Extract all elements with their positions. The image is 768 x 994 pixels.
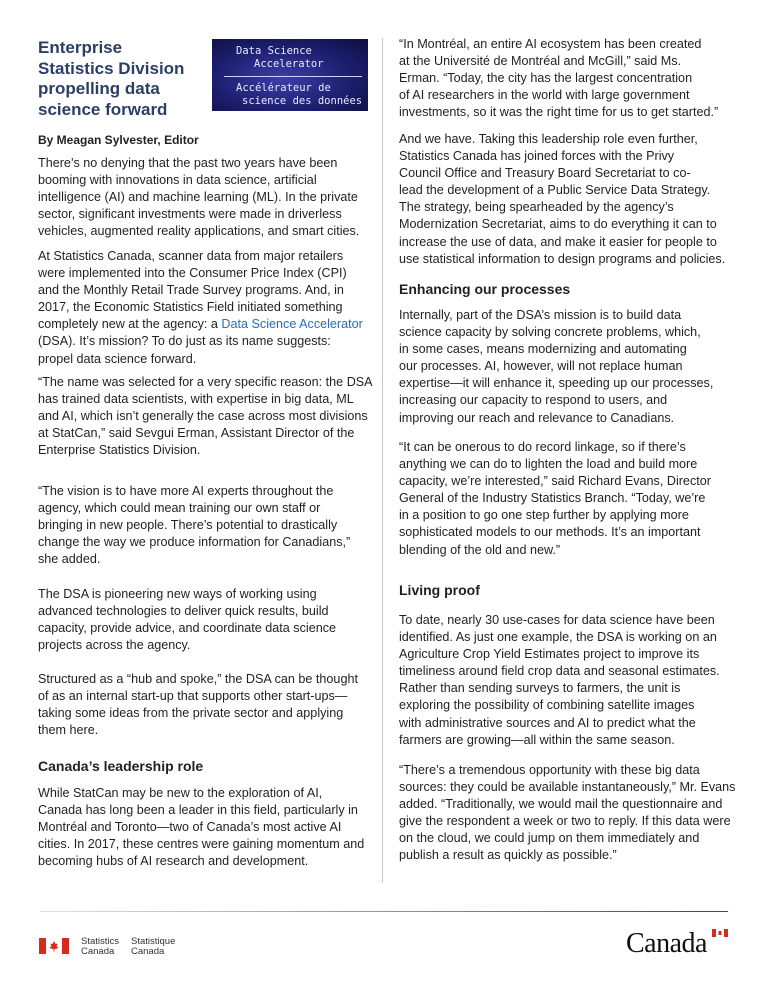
- text-line: Modernization Secretariat, aims to do everything it can to: [399, 217, 717, 232]
- text-line: sophisticated models to our methods. It’s an important: [399, 525, 701, 540]
- footer-text: Canada: [131, 946, 165, 957]
- text-line: “The vision is to have more AI experts throughout the: [38, 484, 334, 498]
- text-line: in some cases, means modernizing and automating: [399, 342, 687, 357]
- paragraph: [399, 612, 734, 749]
- banner-divider: [224, 76, 362, 77]
- text-line: has trained data scientists, with expertise in big data, ML: [38, 392, 354, 407]
- text-line: blending of the old and new.”: [399, 542, 561, 557]
- statistique-canada-fr: [131, 937, 175, 957]
- text-line: Canada has long been a leader in this field, particularly in: [38, 803, 358, 818]
- paragraph: [399, 36, 734, 121]
- text-line: farmers are growing—all within the same season.: [399, 732, 675, 747]
- text-line: vehicles, augmented reality applications, and smart cities.: [38, 224, 360, 239]
- text-line: with administrative sources and AI to predict what the: [399, 715, 696, 730]
- text-line: “In Montréal, an entire AI ecosystem has been created: [399, 37, 702, 51]
- text-line: of AI researchers in the world with large government: [399, 88, 690, 103]
- text-line: were implemented into the Consumer Price Index (CPI): [38, 266, 347, 281]
- text-line: propel data science forward.: [38, 351, 197, 366]
- paragraph: [38, 483, 373, 568]
- text-line: capacity, we’re interested,” said Richard Evans, Director: [399, 474, 711, 489]
- paragraph: [38, 248, 373, 368]
- statistics-canada-en: [81, 937, 119, 957]
- footer-text: Canada: [81, 946, 115, 957]
- paragraph: [38, 374, 373, 459]
- banner-text: Data Science: [236, 45, 312, 57]
- text-line: added. “Traditionally, we would mail the questionnaire and: [399, 797, 723, 812]
- text-line: becoming hubs of AI research and development.: [38, 854, 309, 869]
- text-line: capacity, provide advice, and coordinate data science: [38, 621, 337, 636]
- text-line: bringing in new people. There’s potential to drastically: [38, 518, 338, 533]
- text-line: investments, so it was the right time for us to get started.”: [399, 105, 719, 120]
- dsa-banner-image: [212, 39, 368, 111]
- heading-leadership: Canada’s leadership role: [38, 758, 204, 774]
- text-line: 2017, the Economic Statistics Field initiated something: [38, 300, 343, 315]
- text-line: advanced technologies to deliver quick results, build: [38, 604, 329, 619]
- text-line: Erman. “Today, the city has the largest concentration: [399, 71, 693, 86]
- text-line: publish a result as quickly as possible.”: [399, 848, 617, 863]
- text-line: The DSA is pioneering new ways of working using: [38, 587, 317, 601]
- text-line: at StatCan,” said Sevgui Erman, Assistant Director of the: [38, 426, 355, 441]
- footer-text: Statistics: [81, 936, 120, 947]
- text-line: Structured as a “hub and spoke,” the DSA can be thought: [38, 672, 358, 686]
- dsa-link[interactable]: Data Science Accelerator: [221, 317, 363, 332]
- title-line: Enterprise: [38, 38, 123, 57]
- text-line: Statistics Canada has joined forces with the Privy: [399, 149, 675, 164]
- text-line: intelligence (AI) and machine learning (ML). In the private: [38, 190, 358, 205]
- text-line: and the Monthly Retail Trade Survey programs. And, in: [38, 283, 344, 298]
- banner-text: Accelerator: [254, 58, 324, 70]
- banner-text: science des données: [242, 95, 363, 107]
- text-line: There’s no denying that the past two years have been: [38, 156, 338, 170]
- text-line: improving our reach and relevance to Canadians.: [399, 410, 675, 425]
- text-line: on the cloud, we could jump on them immediately and: [399, 831, 700, 846]
- text-line: exploring the possibility of combining satellite images: [399, 698, 695, 713]
- text-line: expertise—it will enhance it, speeding up our processes,: [399, 376, 714, 391]
- paragraph: [38, 155, 373, 240]
- banner-text: Accélérateur de: [236, 82, 331, 94]
- text-line: lead the development of a Public Service Data Strategy.: [399, 183, 711, 198]
- text-line: booming with innovations in data science, artificial: [38, 173, 317, 188]
- text-line: Enterprise Statistics Division.: [38, 443, 201, 458]
- text-line: increase the use of data, and make it easier for people to: [399, 234, 717, 249]
- text-line: General of the Industry Statistics Branch. “Today, we’re: [399, 491, 706, 506]
- text-line: sources: they could be available instantaneously,” Mr. Evans: [399, 780, 736, 795]
- text-line: at the Université de Montréal and McGill,” said Ms.: [399, 54, 682, 69]
- text-line: At Statistics Canada, scanner data from major retailers: [38, 249, 344, 263]
- text-line: And we have. Taking this leadership role even further,: [399, 132, 698, 146]
- heading-processes: Enhancing our processes: [399, 281, 571, 297]
- title-line: Statistics Division: [38, 58, 185, 78]
- byline: By Meagan Sylvester, Editor: [38, 133, 199, 147]
- text-line: Montréal and Toronto—two of Canada’s most active AI: [38, 820, 342, 835]
- text-line: “The name was selected for a very specific reason: the DSA: [38, 375, 373, 389]
- text-line: The strategy, being spearheaded by the agency’s: [399, 200, 674, 215]
- text-line: anything we can do to lighten the load and build more: [399, 457, 698, 472]
- text-line: cities. In 2017, these centres were gaining momentum and: [38, 837, 365, 852]
- text-line: change the way we produce information for Canadians,”: [38, 535, 351, 550]
- text-line: science capacity by solving concrete problems, which,: [399, 325, 701, 340]
- text-line: our processes. AI, however, will not replace human: [399, 359, 683, 374]
- text-line: identified. As just one example, the DSA is working on an: [399, 630, 717, 645]
- paragraph: [399, 307, 734, 427]
- canada-wordmark: Canada: [626, 928, 707, 959]
- text-line: and AI, which isn’t generally the case across most divisions: [38, 409, 368, 424]
- footer-divider: [40, 911, 728, 912]
- column-divider: [382, 38, 383, 883]
- text-line: While StatCan may be new to the exploration of AI,: [38, 786, 323, 800]
- paragraph: [399, 439, 734, 559]
- text-line: in a position to go one step further by applying more: [399, 508, 689, 523]
- text-line: “It can be onerous to do record linkage, so if there’s: [399, 440, 686, 454]
- text-line: she added.: [38, 552, 101, 567]
- article-title: [38, 38, 184, 120]
- text-line: use statistical information to design programs and policies.: [399, 251, 726, 266]
- text-line: Agriculture Crop Yield Estimates project to improve its: [399, 647, 700, 662]
- paragraph: [399, 131, 734, 268]
- text-line: To date, nearly 30 use-cases for data science have been: [399, 613, 715, 627]
- text-line: Internally, part of the DSA’s mission is to build data: [399, 308, 682, 322]
- title-line: propelling data: [38, 79, 160, 98]
- text-line: Rather than sending surveys to farmers, the unit is: [399, 681, 681, 696]
- text-line: of as an internal start-up that supports other start-ups—: [38, 689, 348, 704]
- text-line: projects across the agency.: [38, 638, 191, 653]
- text-line: Council Office and Treasury Board Secretariat to co-: [399, 166, 691, 181]
- canada-wordmark-flag-icon: [712, 929, 728, 937]
- text-line: [38, 316, 373, 333]
- paragraph: [399, 762, 734, 865]
- heading-living-proof: Living proof: [399, 582, 480, 598]
- text-line: (DSA). It’s mission? To do just as its name suggests:: [38, 334, 331, 349]
- footer-text: Statistique: [131, 936, 176, 947]
- text-line: taking some ideas from the private sector and applying: [38, 706, 344, 721]
- text-line: “There’s a tremendous opportunity with these big data: [399, 763, 700, 777]
- text-line: give the respondent a week or two to reply. If this data were: [399, 814, 731, 829]
- text-segment: completely new at the agency: a: [38, 317, 222, 332]
- canada-flag-icon: [39, 938, 69, 954]
- text-line: sector, significant investments were made in driverless: [38, 207, 342, 222]
- paragraph: [38, 586, 373, 654]
- text-line: timeliness around field crop data and seasonal estimates.: [399, 664, 720, 679]
- paragraph: [38, 671, 373, 739]
- title-line: science forward: [38, 99, 168, 119]
- text-line: increasing our capacity to respond to users, and: [399, 393, 668, 408]
- text-line: them here.: [38, 723, 99, 738]
- paragraph: [38, 785, 373, 870]
- text-line: agency, which could mean training our own staff or: [38, 501, 321, 516]
